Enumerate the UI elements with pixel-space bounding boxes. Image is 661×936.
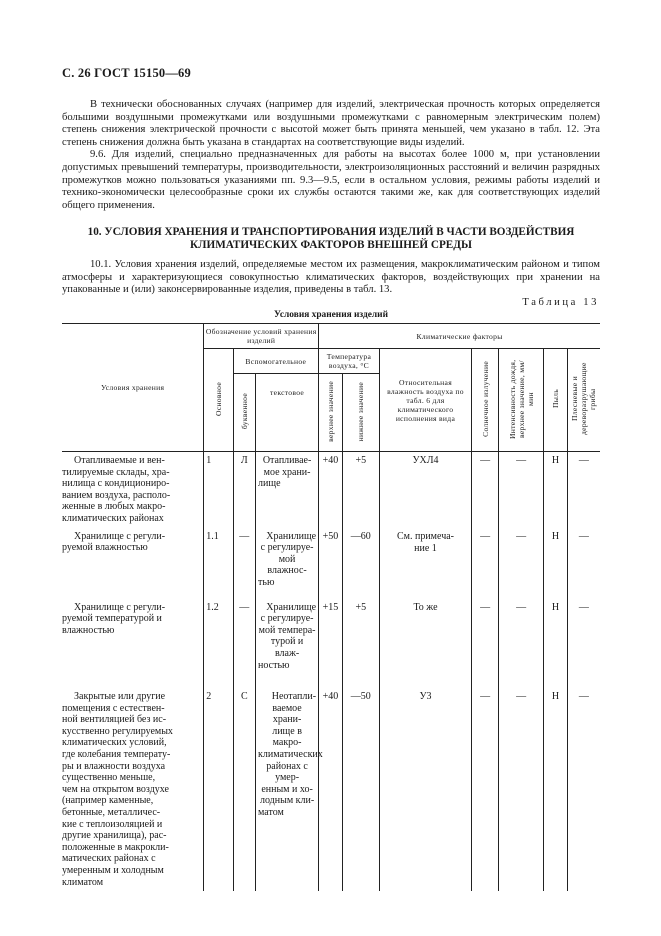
cell-humidity: См. примеча- ние 1 bbox=[379, 528, 471, 592]
cell-rain: — bbox=[499, 528, 544, 592]
paragraph-technical-cases: В технически обоснованных случаях (например для изделий, электрическая прочность которых определяется большими воздушными промежутками или воздушными промежутками с равномерным электрическим полем) степень снижения электрической прочности с высотой может быть принята меньшей, чем указано в табл. 12. Эта степень снижения должна быть указана в стандартах на соответствующие виды изделий. bbox=[62, 99, 600, 148]
header-solar: Солнечное излучение bbox=[472, 349, 499, 452]
section-title bbox=[62, 226, 600, 251]
header-dust: Пыль bbox=[544, 349, 568, 452]
table-row bbox=[62, 528, 600, 592]
cell-basic: 1 bbox=[204, 452, 233, 528]
cell-mold: — bbox=[567, 592, 600, 675]
cell-text: Неотапли- ваемое храни- лище в макро- климатических районах с умер- енным и хо- лодным кли- матом bbox=[256, 690, 319, 891]
cell-conditions: Хранилище с регули- руемой влажностью bbox=[62, 528, 204, 592]
paragraph-block-2 bbox=[62, 259, 600, 297]
header-climatic-group: Климатические факторы bbox=[319, 324, 600, 349]
table-label: Таблица 13 bbox=[522, 297, 599, 308]
table-title: Условия хранения изделий bbox=[274, 310, 388, 320]
table-spacer-row bbox=[62, 674, 600, 690]
header-designation-group: Обозначение условий хранения изделий bbox=[204, 324, 319, 349]
cell-upper: +50 bbox=[319, 528, 343, 592]
paragraph-block-1 bbox=[62, 99, 600, 212]
table-row bbox=[62, 690, 600, 891]
header-letter: буквенное bbox=[233, 374, 256, 452]
cell-rain: — bbox=[499, 690, 544, 891]
cell-text: Отапливае- мое храни- лище bbox=[256, 452, 319, 528]
cell-lower: +5 bbox=[342, 592, 379, 675]
cell-lower: —50 bbox=[342, 690, 379, 891]
header-upper: верхнее значение bbox=[319, 374, 343, 452]
cell-humidity: То же bbox=[379, 592, 471, 675]
header-mold: Плесневые и дереворазрушающие грибы bbox=[567, 349, 600, 452]
paragraph-10-1: 10.1. Условия хранения изделий, определяемые местом их размещения, макроклиматическим районом и типом атмосферы и характеризующиеся совокупностью климатических факторов, воздействующих при хранении на упакованные и (или) законсервированные изделия, приведены в табл. 13. bbox=[62, 259, 600, 296]
header-temperature: Температура воздуха, °С bbox=[319, 349, 380, 374]
cell-dust: Н bbox=[544, 528, 568, 592]
header-auxiliary: Вспомогательное bbox=[233, 349, 319, 374]
page-header: С. 26 ГОСТ 15150—69 bbox=[62, 66, 191, 80]
cell-upper: +15 bbox=[319, 592, 343, 675]
cell-dust: Н bbox=[544, 592, 568, 675]
cell-upper: +40 bbox=[319, 452, 343, 528]
cell-rain: — bbox=[499, 592, 544, 675]
cell-mold: — bbox=[567, 452, 600, 528]
section-title-line-2: КЛИМАТИЧЕСКИХ ФАКТОРОВ ВНЕШНЕЙ СРЕДЫ bbox=[190, 238, 472, 251]
cell-lower: —60 bbox=[342, 528, 379, 592]
header-conditions: Условия хранения bbox=[62, 324, 204, 452]
cell-humidity: УХЛ4 bbox=[379, 452, 471, 528]
cell-letter: — bbox=[233, 592, 256, 675]
header-lower: нижнее значение bbox=[342, 374, 379, 452]
cell-solar: — bbox=[472, 452, 499, 528]
header-rain: Интенсивность дождя, верхнее значение, мм/мин bbox=[499, 349, 544, 452]
cell-basic: 1.1 bbox=[204, 528, 233, 592]
header-text: текстовое bbox=[256, 374, 319, 452]
cell-letter: — bbox=[233, 528, 256, 592]
cell-solar: — bbox=[472, 592, 499, 675]
table-body bbox=[62, 452, 600, 892]
paragraph-9-6: 9.6. Для изделий, специально предназначенных для работы на высотах более 1000 м, при установлении допустимых превышений температуры, производительности, электроизоляционных расстояний и величин разрядных промежутков можно пользоваться указаниями пп. 9.3—9.5, если в остальном условия, режимы работы изделий и технико-экономически целесообразные сроки их службы остаются такими же, как для соответствующих изделий общего применения. bbox=[62, 149, 600, 211]
cell-basic: 2 bbox=[204, 690, 233, 891]
cell-upper: +40 bbox=[319, 690, 343, 891]
cell-dust: Н bbox=[544, 452, 568, 528]
table-row bbox=[62, 452, 600, 528]
cell-humidity: У3 bbox=[379, 690, 471, 891]
cell-text: Хранилище с регулируе- мой влажнос- тью bbox=[256, 528, 319, 592]
cell-conditions: Хранилище с регули- руемой температурой и влажностью bbox=[62, 592, 204, 675]
cell-solar: — bbox=[472, 690, 499, 891]
cell-letter: Л bbox=[233, 452, 256, 528]
cell-conditions: Закрытые или другие помещения с естествен- ной вентиляцией без ис- кусственно регулируемых климатических условий, где колебания температу- ры и влажности воздуха существенно меньше, чем на открытом воздухе (например каменные, бетонные, металличес- кие с теплоизоляцией и другие хранилища), рас- положенные в макрокли- матических районах с умеренным и холодным климатом bbox=[62, 690, 204, 891]
header-humidity: Относительная влажность воздуха по табл. 6 для климатического исполнения вида bbox=[379, 349, 471, 452]
cell-lower: +5 bbox=[342, 452, 379, 528]
cell-dust: Н bbox=[544, 690, 568, 891]
cell-text: Хранилище с регулируе- мой темпера- турой и влаж- ностью bbox=[256, 592, 319, 675]
cell-letter: С bbox=[233, 690, 256, 891]
cell-mold: — bbox=[567, 690, 600, 891]
table-row bbox=[62, 592, 600, 675]
cell-rain: — bbox=[499, 452, 544, 528]
cell-conditions: Отапливаемые и вен- тилируемые склады, хра- нилища с кондициониро- ванием воздуха, располо- женные в любых макро- климатических районах bbox=[62, 452, 204, 528]
header-basic: Основное bbox=[204, 349, 233, 452]
section-title-line-1: 10. УСЛОВИЯ ХРАНЕНИЯ И ТРАНСПОРТИРОВАНИЯ ИЗДЕЛИЙ В ЧАСТИ ВОЗДЕЙСТВИЯ bbox=[87, 226, 575, 238]
cell-solar: — bbox=[472, 528, 499, 592]
cell-mold: — bbox=[567, 528, 600, 592]
storage-conditions-table bbox=[62, 323, 600, 891]
cell-basic: 1.2 bbox=[204, 592, 233, 675]
